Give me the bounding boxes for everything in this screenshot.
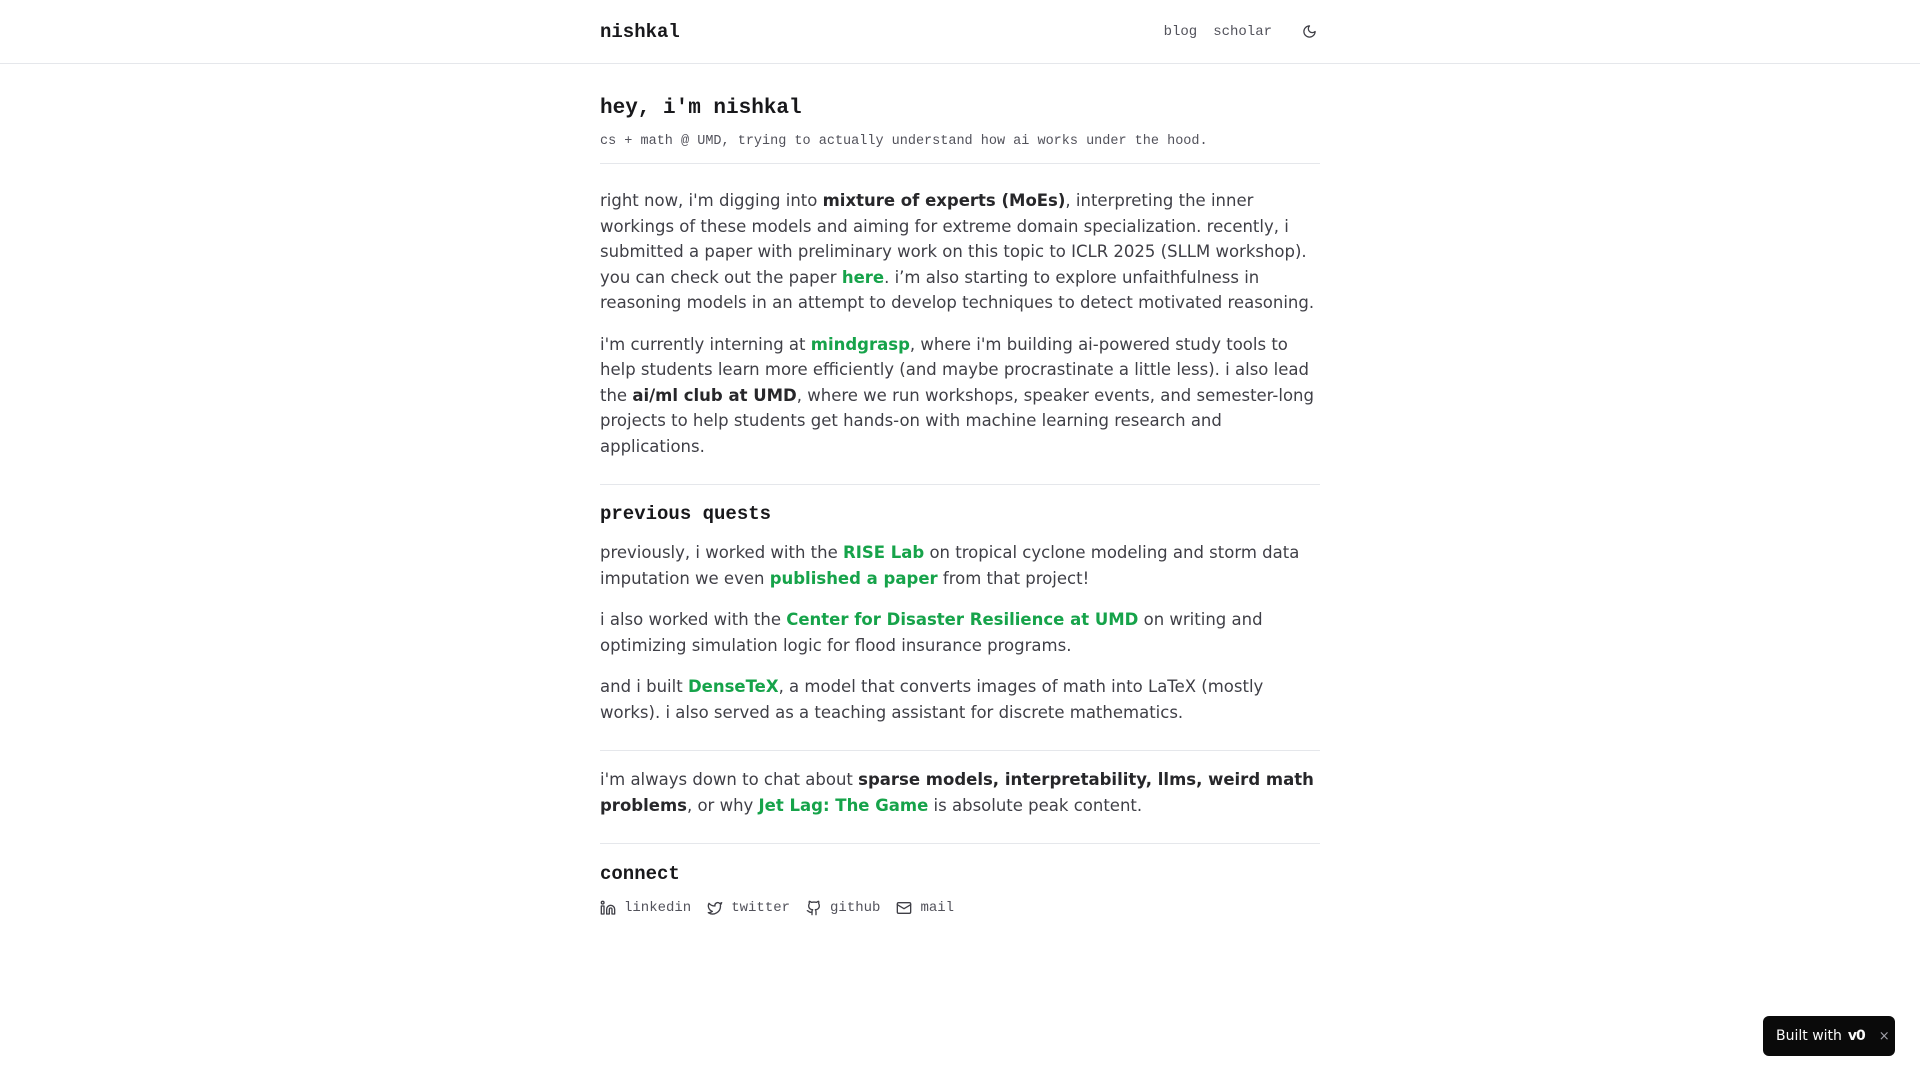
- published-paper-link[interactable]: published a paper: [769, 568, 938, 588]
- divider: [600, 843, 1320, 844]
- mail-label: mail: [920, 900, 955, 916]
- brand-link[interactable]: nishkal: [600, 20, 680, 43]
- built-with-badge[interactable]: [1763, 1016, 1895, 1056]
- twitter-link[interactable]: [707, 900, 790, 916]
- tagline: cs + math @ UMD, trying to actually understand how ai works under the hood.: [600, 134, 1208, 149]
- highlight-club: ai/ml club at UMD: [632, 385, 797, 405]
- quest-paragraph-cdr: i also worked with the Center for Disaster Resilience at UMD on writing and optimizing simulation logic for flood insurance programs.: [600, 610, 1263, 655]
- moon-icon: [1302, 24, 1317, 39]
- linkedin-label: linkedin: [624, 900, 692, 916]
- github-label: github: [830, 900, 881, 916]
- section-title-quests: previous quests: [600, 503, 772, 525]
- top-nav: [1148, 21, 1320, 43]
- divider: [600, 163, 1320, 164]
- about-paragraph-internship: i'm currently interning at mindgrasp, where i'm building ai-powered study tools to help students learn more efficiently (and maybe procrastinate a little less). i also lead the ai/ml club at UMD, where we run workshops, speaker events, and semester-long projects to help students get hands-on with machine learning research and applications.: [600, 334, 1314, 456]
- highlight-topics: sparse models, interpretability, llms, weird math problems: [600, 770, 1314, 815]
- divider: [600, 750, 1320, 751]
- chat-paragraph: i'm always down to chat about sparse models, interpretability, llms, weird math problems, or why Jet Lag: The Game is absolute peak content.: [600, 770, 1314, 815]
- quest-paragraph-densetex: and i built DenseTeX, a model that converts images of math into LaTeX (mostly works). i also served as a teaching assistant for discrete mathematics.: [600, 677, 1264, 722]
- theme-toggle-button[interactable]: [1298, 21, 1320, 43]
- quest-paragraph-rise: previously, i worked with the RISE Lab on tropical cyclone modeling and storm data imputation we even published a paper from that project!: [600, 543, 1300, 588]
- badge-text: Built with: [1776, 1028, 1842, 1044]
- top-bar-inner: [600, 0, 1320, 63]
- mail-link[interactable]: [896, 900, 954, 916]
- github-link[interactable]: [806, 900, 880, 916]
- page-title: hey, i'm nishkal: [600, 97, 802, 120]
- cdr-link[interactable]: Center for Disaster Resilience at UMD: [786, 610, 1139, 629]
- jet-lag-link[interactable]: Jet Lag: The Game: [758, 795, 929, 815]
- linkedin-link[interactable]: [600, 900, 691, 916]
- github-icon: [806, 900, 822, 916]
- nav-blog-link[interactable]: blog: [1163, 23, 1198, 40]
- highlight-moe: mixture of experts (MoEs): [822, 191, 1066, 210]
- v0-logo: v0: [1847, 1028, 1865, 1044]
- social-links: [600, 900, 1320, 916]
- densetex-link[interactable]: DenseTeX: [687, 677, 779, 696]
- close-icon[interactable]: ×: [1878, 1028, 1890, 1044]
- mindgrasp-link[interactable]: mindgrasp: [810, 334, 910, 354]
- paper-here-link[interactable]: here: [841, 267, 885, 287]
- nav-scholar-link[interactable]: scholar: [1213, 23, 1272, 40]
- section-title-connect: connect: [600, 863, 680, 885]
- main-content: [600, 64, 1320, 916]
- about-paragraph-research: right now, i'm digging into mixture of experts (MoEs), interpreting the inner workings of these models and aiming for extreme domain specialization. recently, i submitted a paper with preliminary work on this topic to ICLR 2025 (SLLM workshop). you can check out the paper here. i’m also starting to explore unfaithfulness in reasoning models in an attempt to develop techniques to detect motivated reasoning.: [600, 191, 1315, 312]
- linkedin-icon: [600, 900, 616, 916]
- top-bar: [0, 0, 1920, 64]
- twitter-icon: [707, 900, 723, 916]
- twitter-label: twitter: [731, 900, 791, 916]
- divider: [600, 484, 1320, 485]
- rise-lab-link[interactable]: RISE Lab: [843, 543, 925, 562]
- mail-icon: [896, 900, 912, 916]
